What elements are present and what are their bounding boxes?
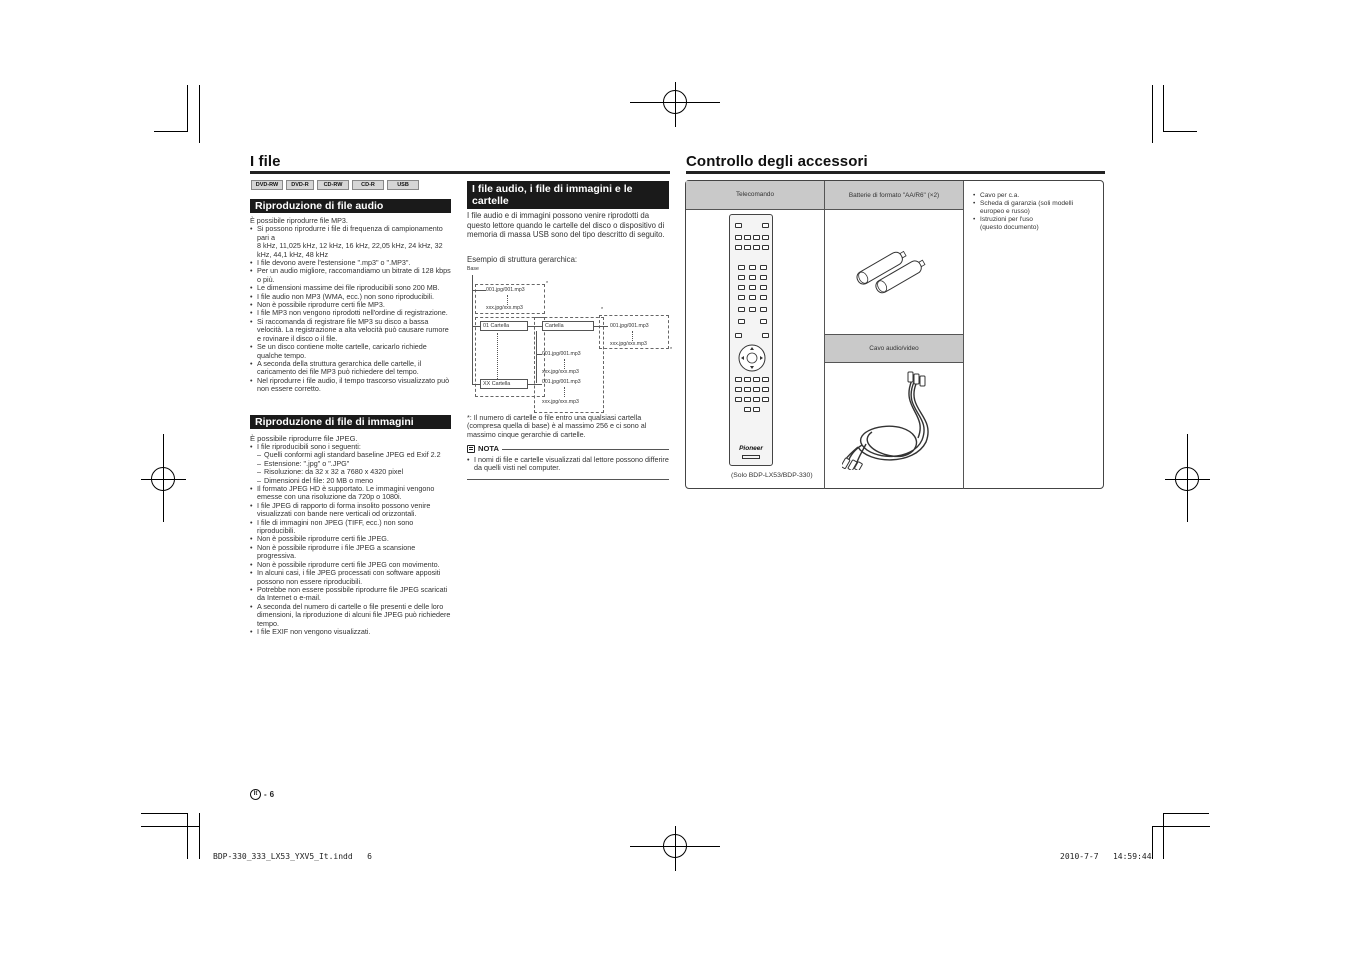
audio-intro: È possibile riprodurre file MP3. [250,216,348,225]
xx-file-1: 001.jpg/001.mp3 [542,379,581,385]
sub-item: – Dimensioni del file: 20 MB o meno [250,477,452,485]
list-item: • Se un disco contiene molte cartelle, caricarlo richiede qualche tempo. [250,343,452,360]
asterisk-3: * [670,347,673,353]
remote-header: Telecomando [686,181,825,210]
folders-section-heading: I file audio, i file di immagini e le cartelle [467,181,669,209]
batteries-image [850,247,930,297]
page-number: 6 [269,790,275,799]
sub-file-1: 001.jpg/001.mp3 [610,323,649,329]
folders-intro: I file audio e di immagini possono venire riprodotti da questo lettore quando le cartelle del disco o dispositivo di memoria di massa USB sono del tipo descritto di seguito. [467,211,665,240]
nota-label: NOTA [478,444,499,453]
sub-item: – Quelli conformi agli standard baseline JPEG ed Exif 2.2 [250,451,452,459]
list-item: • I file EXIF non vengono visualizzati. [250,628,452,636]
av-cable-image [842,370,942,470]
nota-list [467,456,669,473]
sub-file-2: xxx.jpg/xxx.mp3 [610,341,647,347]
image-list [250,443,452,636]
sub-item: – Estensione: ".jpg" o ".JPG" [250,460,452,468]
other-accessories-list [973,192,1098,232]
diagram-base-label: Base [467,266,479,272]
image-sublist [250,451,452,485]
list-item: • I file di immagini non JPEG (TIFF, ecc.) non sono riproducibili. [250,519,452,536]
top-file-2: xxx.jpg/xxx.mp3 [486,305,523,311]
image-intro: È possibile riprodurre file JPEG. [250,434,358,443]
list-item: • Cavo per c.a. [973,192,1098,200]
list-item: • I file MP3 non vengono riprodotti nell'ordine di registrazione. [250,309,452,317]
f01-file-1: 001.jpg/001.mp3 [542,351,581,357]
accessories-title-rule [686,171,1105,174]
list-item: • Non è possibile riprodurre certi file JPEG. [250,535,452,543]
list-item: • Potrebbe non essere possibile riprodurre file JPEG scaricati da Internet o e-mail. [250,586,452,603]
badge-dvd-r: DVD-R [286,180,314,190]
list-item: • In alcuni casi, i file JPEG processati con software appositi possono non essere riproducibili. [250,569,452,586]
remote-control-image [729,214,773,466]
list-item: • Per un audio migliore, raccomandiamo un bitrate di 128 kbps o più. [250,267,452,284]
badge-usb: USB [387,180,419,190]
footer-timestamp: 2010-7-7 14:59:44 [1060,852,1152,861]
page-title: I file [250,153,281,170]
asterisk-2: * [601,307,604,313]
folder-01-box: 01 Cartella [480,321,528,331]
badge-cd-r: CD-R [352,180,384,190]
list-item: • Si possono riprodurre i file di frequenza di campionamento pari a 8 kHz, 11,025 kHz, 12 kHz, 16 kHz, 22,05 kHz, 24 kHz, 32 kHz, 44,1 kHz, 48 kHz [250,225,452,259]
title-rule [250,171,670,174]
sub-folder-box: Cartella [542,321,594,331]
list-item: • I file riproducibili sono i seguenti: – Quelli conformi agli standard baseline JPEG ed Exif 2.2 – Estensione: ".jpg" o ".JPG" – Risoluzione: da 32 x 32 a 7680 x 4320 pixel – Dimensioni del file: 20 MB o meno [250,443,452,485]
list-item: • Scheda di garanzia (soli modelli europeo e russo) [973,200,1098,216]
list-item: • I file devono avere l'estensione ".mp3" o ".MP3". [250,259,452,267]
image-section-heading: Riproduzione di file di immagini [250,415,451,429]
list-item: • A seconda della struttura gerarchica delle cartelle, il caricamento dei file MP3 può richiedere del tempo. [250,360,452,377]
list-item: • Le dimensioni massime dei file riproducibili sono 200 MB. [250,284,452,292]
remote-model-strip [742,455,760,459]
av-cable-header: Cavo audio/video [825,335,964,363]
list-item: • Non è possibile riprodurre i file JPEG a scansione progressiva. [250,544,452,561]
f01-file-2: xxx.jpg/xxx.mp3 [542,369,579,375]
diagram-footnote: *: Il numero di cartelle o file entro una qualsiasi cartella (compresa quella di base) è al massimo 256 e ci sono al massimo cinque gerarchie di cartelle. [467,413,647,439]
list-item: • Si raccomanda di registrare file MP3 su disco a bassa velocità. La registrazione a alta velocità può causare rumore e rovinare il disco o il file. [250,318,452,343]
audio-section-heading: Riproduzione di file audio [250,199,451,213]
audio-section-body [250,217,452,394]
folder-hierarchy-diagram [466,265,676,415]
xx-file-2: xxx.jpg/xxx.mp3 [542,399,579,405]
remote-brand-label: Pioneer [739,445,763,452]
page-number-badge: It - 6 [250,789,274,800]
audio-list [250,225,452,393]
list-item: • Nel riprodurre i file audio, il tempo trascorso visualizzato può non essere corretto. [250,377,452,394]
list-item: • I file JPEG di rapporto di forma insolito possono venire visualizzati con bande nere verticali od orizzontali. [250,502,452,519]
badge-cd-rw: CD-RW [317,180,349,190]
nota-block [467,444,669,480]
list-item: • Non è possibile riprodurre certi file JPEG con movimento. [250,561,452,569]
footer-filename: BDP-330_333_LX53_YXV5_It.indd 6 [213,852,372,861]
list-item: • A seconda del numero di cartelle o file presenti e delle loro dimensioni, la riproduzione di alcuni file JPEG può richiedere tempo. [250,603,452,628]
list-item: • Il formato JPEG HD è supportato. Le immagini vengono emesse con una risoluzione da 720p o 1080i. [250,485,452,502]
remote-caption: (Solo BDP-LX53/BDP-330) [731,472,813,479]
sub-item: – Risoluzione: da 32 x 32 a 7680 x 4320 pixel [250,468,452,476]
navigation-ring-icon [737,343,767,373]
image-section-body [250,434,452,636]
top-file-1: 001.jpg/001.mp3 [486,287,525,293]
list-item: • Istruzioni per l'uso (questo documento) [973,216,1098,232]
folder-xx-box: XX Cartella [480,379,528,389]
badge-dvd-rw: DVD-RW [251,180,283,190]
note-icon [467,445,475,453]
media-badges [251,180,419,190]
list-item: • I nomi di file e cartelle visualizzati dal lettore possono differire da quelli visti nel computer. [467,456,669,473]
example-label: Esempio di struttura gerarchica: [467,255,578,264]
language-icon: It [250,789,261,800]
list-item: • I file audio non MP3 (WMA, ecc.) non sono riproducibili. [250,293,452,301]
asterisk-1: * [546,281,549,287]
list-item: • Non è possibile riprodurre certi file MP3. [250,301,452,309]
batteries-header: Batterie di formato "AA/R6" (×2) [825,181,964,210]
accessories-title: Controllo degli accessori [686,153,868,170]
